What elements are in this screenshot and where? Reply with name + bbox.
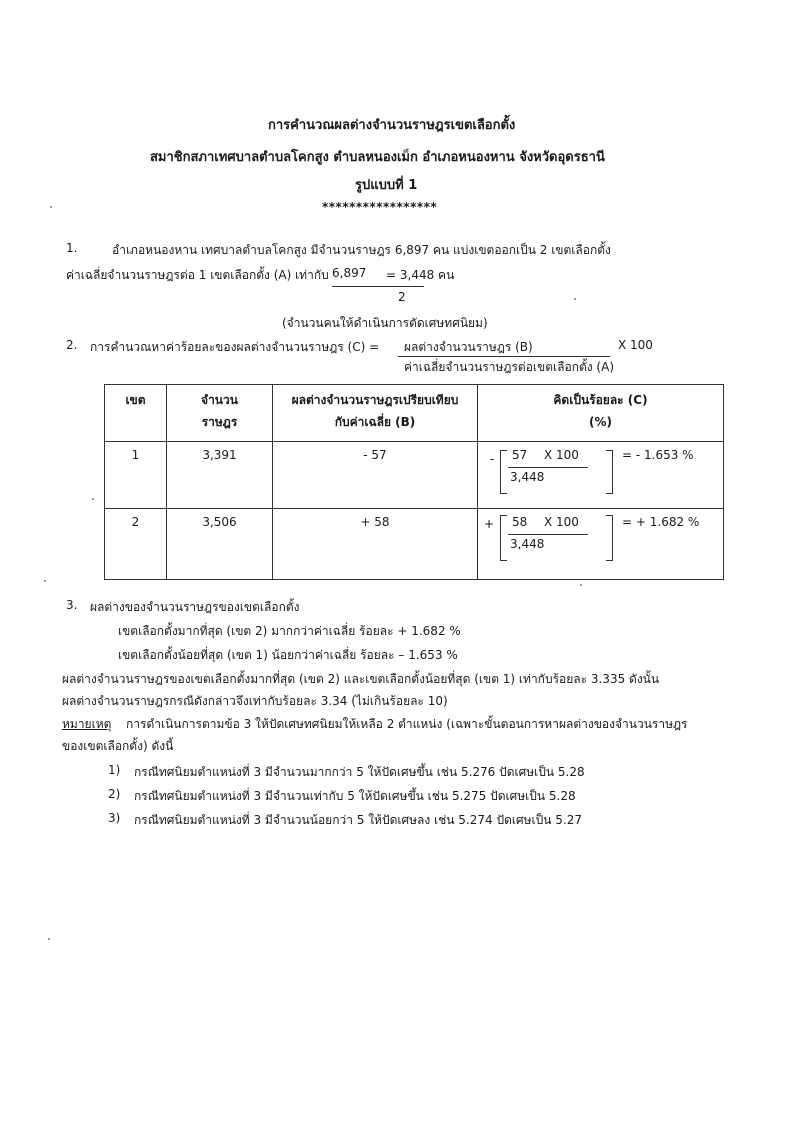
average-fraction-line [332, 286, 424, 287]
cell-difference: + 58 [273, 509, 478, 580]
average-denominator: 2 [398, 290, 406, 304]
formula-num: 58 [512, 515, 528, 529]
formula-times: X 100 [544, 515, 579, 529]
average-result: = 3,448 คน [386, 268, 455, 282]
table-row [105, 442, 724, 509]
left-bracket [500, 515, 507, 561]
cell-zone: 2 [105, 509, 167, 580]
table-header-row [105, 385, 724, 442]
summary-line-2: ผลต่างจำนวนราษฎรกรณีดังกล่าวจึงเท่ากับร้อยละ 3.34 (ไม่เกินร้อยละ 10) [62, 694, 448, 708]
summary-line-1: ผลต่างจำนวนราษฎรของเขตเลือกตั้งมากที่สุด (เขต 2) และเขตเลือกตั้งน้อยที่สุด (เขต 1) เท่ากับร้อยละ 3.335 ดังนั้น [62, 672, 660, 686]
cell-percent-formula [478, 442, 724, 509]
section1-number: 1. [66, 241, 78, 255]
header-difference: ผลต่างจำนวนราษฎรเปรียบเทียบ กับค่าเฉลี่ย (B) [273, 385, 478, 442]
formula-denominator: ค่าเฉลี่ยจำนวนราษฎรต่อเขตเลือกตั้ง (A) [404, 360, 614, 374]
cell-fraction-line [508, 467, 588, 468]
formula-num: 57 [512, 448, 528, 462]
rule-text: กรณีทศนิยมตำแหน่งที่ 3 มีจำนวนมากกว่า 5 ให้ปัดเศษขึ้น เช่น 5.276 ปัดเศษเป็น 5.28 [134, 765, 585, 779]
remark-line-1: การดำเนินการตามข้อ 3 ให้ปัดเศษทศนิยมให้เหลือ 2 ตำแหน่ง (เฉพาะขั้นตอนการหาผลต่างของจำนวนราษฎร [126, 717, 688, 731]
scan-speck [50, 206, 52, 208]
header-population: จำนวน ราษฎร [167, 385, 273, 442]
average-note: (จำนวนคนให้ดำเนินการตัดเศษทศนิยม) [282, 316, 488, 330]
section3-title: ผลต่างของจำนวนราษฎรของเขตเลือกตั้ง [90, 600, 300, 614]
section2-number: 2. [66, 338, 78, 352]
rule-number: 2) [108, 787, 121, 801]
cell-population: 3,391 [167, 442, 273, 509]
scan-speck [48, 938, 50, 940]
section3-number: 3. [66, 598, 78, 612]
right-bracket [606, 515, 613, 561]
average-numerator: 6,897 [332, 266, 367, 280]
cell-fraction-line [508, 534, 588, 535]
formula-result: = + 1.682 % [622, 515, 700, 529]
min-zone-line: เขตเลือกตั้งน้อยที่สุด (เขต 1) น้อยกว่าค่าเฉลี่ย ร้อยละ – 1.653 % [118, 648, 458, 662]
table-row [105, 509, 724, 580]
doc-format: รูปแบบที่ 1 [355, 178, 418, 193]
cell-difference: - 57 [273, 442, 478, 509]
cell-zone: 1 [105, 442, 167, 509]
formula-sign: + [484, 517, 495, 531]
cell-population: 3,506 [167, 509, 273, 580]
scan-speck [92, 498, 94, 500]
remark-label: หมายเหตุ [62, 717, 112, 731]
rule-number: 1) [108, 763, 121, 777]
doc-title: การคำนวณผลต่างจำนวนราษฎรเขตเลือกตั้ง [268, 118, 516, 133]
rule-text: กรณีทศนิยมตำแหน่งที่ 3 มีจำนวนน้อยกว่า 5 ให้ปัดเศษลง เช่น 5.274 ปัดเศษเป็น 5.27 [134, 813, 582, 827]
formula-times: X 100 [544, 448, 579, 462]
right-bracket [606, 450, 613, 494]
scan-speck [580, 584, 582, 586]
cell-percent-formula [478, 509, 724, 580]
formula-numerator: ผลต่างจำนวนราษฎร (B) [404, 340, 533, 354]
doc-subtitle: สมาชิกสภาเทศบาลตำบลโคกสูง ตำบลหนองเม็ก อำเภอหนองหาน จังหวัดอุดรธานี [150, 150, 605, 165]
rule-text: กรณีทศนิยมตำแหน่งที่ 3 มีจำนวนเท่ากับ 5 ให้ปัดเศษขึ้น เช่น 5.275 ปัดเศษเป็น 5.28 [134, 789, 576, 803]
section2-label: การคำนวณหาค่าร้อยละของผลต่างจำนวนราษฎร (C) = [90, 340, 380, 354]
average-label: ค่าเฉลี่ยจำนวนราษฎรต่อ 1 เขตเลือกตั้ง (A) เท่ากับ [66, 268, 329, 282]
max-zone-line: เขตเลือกตั้งมากที่สุด (เขต 2) มากกว่าค่าเฉลี่ย ร้อยละ + 1.682 % [118, 624, 461, 638]
header-percent: คิดเป็นร้อยละ (C) (%) [478, 385, 724, 442]
formula-result: = - 1.653 % [622, 448, 694, 462]
formula-times: X 100 [618, 338, 653, 352]
formula-den: 3,448 [510, 470, 545, 484]
scan-speck [44, 580, 46, 582]
section1-text: อำเภอหนองหาน เทศบาลตำบลโคกสูง มีจำนวนราษฎร 6,897 คน แบ่งเขตออกเป็น 2 เขตเลือกตั้ง [112, 243, 611, 257]
rule-number: 3) [108, 811, 121, 825]
left-bracket [500, 450, 507, 494]
formula-fraction-line [398, 356, 610, 357]
formula-den: 3,448 [510, 537, 545, 551]
remark-line-2: ของเขตเลือกตั้ง) ดังนี้ [62, 739, 174, 753]
separator-stars: ***************** [322, 200, 438, 214]
scan-speck [574, 298, 576, 300]
header-zone: เขต [105, 385, 167, 442]
formula-sign: - [490, 452, 495, 466]
calculation-table [104, 384, 724, 580]
